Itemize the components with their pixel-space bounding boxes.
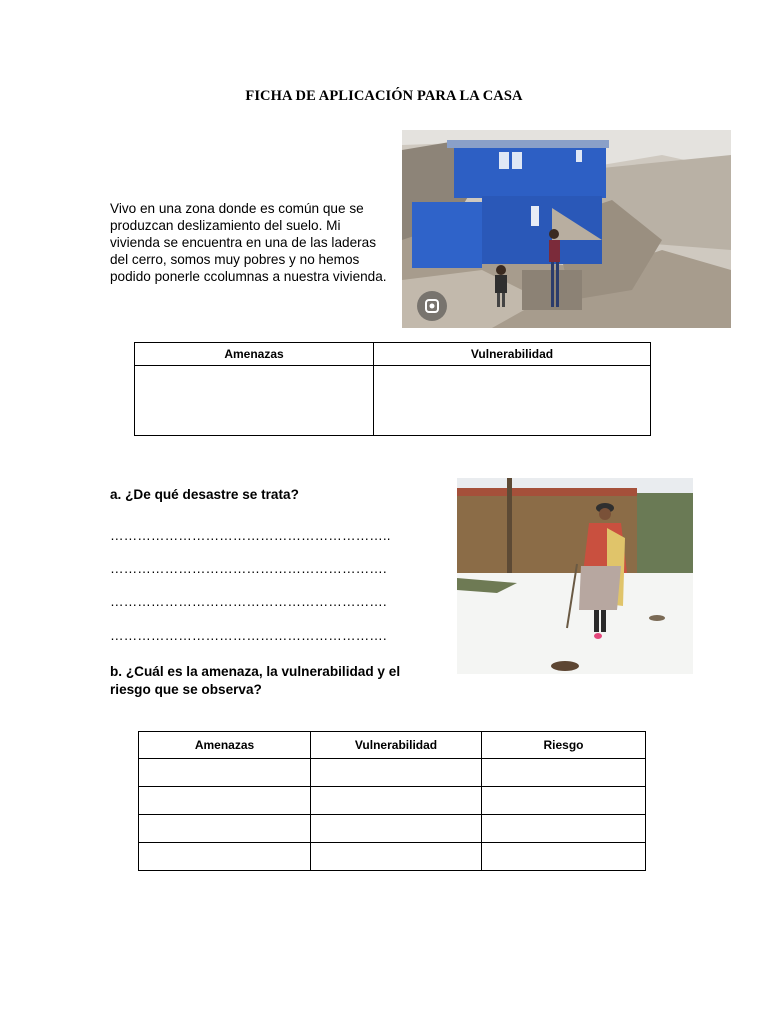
threat-vulnerability-table [134,342,651,436]
answer-cell[interactable] [311,843,482,871]
hailstorm-photo [457,478,693,674]
answer-cell[interactable] [482,815,646,843]
house-on-slope-photo [402,130,731,328]
hailstorm-illustration [457,478,693,674]
worksheet-title: FICHA DE APLICACIÓN PARA LA CASA [245,88,523,104]
column-header-vulnerabilidad: Vulnerabilidad [311,732,482,759]
column-header-riesgo: Riesgo [482,732,646,759]
answer-line: …………………………………………………….. [110,528,391,543]
answer-cell[interactable] [482,843,646,871]
answer-cell[interactable] [482,787,646,815]
question-a: a. ¿De qué desastre se trata? [110,487,299,502]
answer-cell[interactable] [139,787,311,815]
answer-cell[interactable] [311,815,482,843]
answer-cell[interactable] [139,815,311,843]
answer-line: ……………………………………………………. [110,594,387,609]
answer-cell[interactable] [139,843,311,871]
answer-cell[interactable] [135,366,374,436]
answer-cell[interactable] [374,366,651,436]
answer-line: ……………………………………………………. [110,561,387,576]
scenario-paragraph: Vivo en una zona donde es común que se produzcan deslizamiento del suelo. Mi vivienda se encuentra en una de las laderas del cerro, somos muy pobres y no hemos podido ponerle ccolumnas a nuestra vivienda. [110,201,387,284]
column-header-vulnerabilidad: Vulnerabilidad [374,343,651,366]
answer-cell[interactable] [139,759,311,787]
answer-cell[interactable] [482,759,646,787]
risk-analysis-table [138,731,646,871]
answer-line: ……………………………………………………. [110,628,387,643]
image-search-icon[interactable] [417,291,447,321]
column-header-amenazas: Amenazas [139,732,311,759]
answer-cell[interactable] [311,787,482,815]
column-header-amenazas: Amenazas [135,343,374,366]
house-on-slope-illustration [402,130,731,328]
answer-cell[interactable] [311,759,482,787]
question-b: b. ¿Cuál es la amenaza, la vulnerabilidad y el riesgo que se observa? [110,664,401,697]
